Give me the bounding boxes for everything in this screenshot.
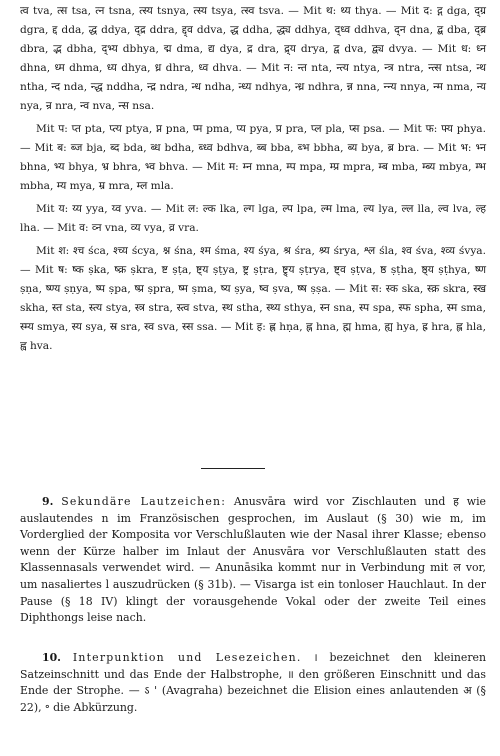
- section-divider: [201, 468, 265, 469]
- section-9-text: Anusvāra wird vor Zischlauten und ह wie auslautendes n im Französischen gesprochen, im Auslaut (§ 30) wie m, im Vorderglied der Komposita vor Verschlußlauten wie der Nasal ihrer Klasse; ebenso wenn der Kürze halber im Inlaut der Anusvāra vor Verschlußlauten statt des Klassennasals verwendet wird. — Anunāsika kommt nur in Verbindung mit ल vor, um nasaliertes l auszudrücken (§ 31b). — Visarga ist ein tonloser Hauchlaut. In der Pause (§ 18 IV) klingt der vorausgehende Vokal oder der zweite Teil eines Diphthongs leise nach.: [20, 495, 487, 625]
- section-10-paragraph: [20, 650, 486, 716]
- section-10-number: 10.: [42, 651, 61, 664]
- section-10: [20, 650, 486, 716]
- section-10-text: । bezeichnet den kleineren Satzeinschnitt und das Ende der Halbstrophe, ॥ den größeren Einschnitt und das Ende der Strophe. — ऽ ' (Avagraha) bezeichnet die Elision eines anlautenden अ (§ 22), ॰ die Abkürzung.: [20, 651, 486, 714]
- conjunct-paragraph-3: Mit य: य्य yya, य्व yva. — Mit ल: ल्क lka, ल्ग lga, ल्प lpa, ल्म lma, ल्य lya, ल्ल lla, ल्व lva, ल्ह lha. — Mit व: व्न vna, व्य vya, व्र vra.: [20, 203, 486, 234]
- section-9-paragraph: [20, 494, 486, 627]
- conjunct-list: [20, 2, 486, 360]
- section-9: [20, 494, 486, 627]
- section-10-heading: Interpunktion und Lesezeichen.: [72, 651, 302, 664]
- section-9-number: 9.: [42, 495, 54, 508]
- section-9-heading: Sekundäre Lautzeichen:: [61, 495, 227, 508]
- conjunct-paragraph-2: Mit प: प्त pta, प्त्य ptya, प्न pna, प्म pma, प्य pya, प्र pra, प्ल pla, प्स psa. — Mit फ: फ्य phya. — Mit ब: ब्ज bja, ब्द bda, ब्ध bdha, ब्ध्व bdhva, ब्ब bba, ब्भ bbha, ब्य bya, ब्र bra. — Mit भ: भ्न bhna, भ्य bhya, भ्र bhra, भ्व bhva. — Mit म: म्न mna, म्प mpa, म्प्र mpra, म्ब mba, म्ब्य mbya, म्भ mbha, म्य mya, म्र mra, म्ल mla.: [20, 123, 486, 192]
- conjunct-paragraph-1: त्व tva, त्स tsa, त्न tsna, त्स्य tsnya, त्स्य tsya, त्स्व tsva. — Mit थ: थ्य thya. — Mit द: द्ग dga, द्ग्र dgra, द्द dda, द्ध ddya, द्द्र ddra, द्द्व ddva, द्ध ddha, द्ध्य ddhya, द्ध्व ddhva, द्न dna, द्ब dba, द्ब्र dbra, द्भ dbha, द्भ्य dbhya, द्म dma, द्य dya, द्र dra, द्र्य drya, द्व dva, द्व्य dvya. — Mit ध: ध्न dhna, ध्म dhma, ध्य dhya, ध्र dhra, ध्व dhva. — Mit न: न्त nta, न्त्य ntya, न्त्र ntra, न्त्स ntsa, न्थ ntha, न्द nda, न्द्ध nddha, न्द्र ndra, न्ध ndha, न्ध्य ndhya, न्ध्र ndhra, न्न nna, न्न्य nnya, न्म nma, न्य nya, न्र nra, न्व nva, न्स nsa.: [20, 5, 486, 112]
- conjunct-paragraph-4: Mit श: श्च śca, श्च्य ścya, श्न śna, श्म śma, श्य śya, श्र śra, श्र्य śrya, श्ल śla, श्व śva, श्व्य śvya. — Mit ष: ष्क ṣka, ष्क्र ṣkra, ष्ट ṣṭa, ष्ट्य ṣṭya, ष्ट्र ṣṭra, ष्ट्र्य ṣṭrya, ष्ट्व ṣṭva, ष्ठ ṣṭha, ष्ठ्य ṣṭhya, ष्ण ṣṇa, ष्ण्य ṣṇya, ष्प ṣpa, ष्प्र ṣpra, ष्म ṣma, ष्य ṣya, ष्व ṣva, ष्ष ṣṣa. — Mit स: स्क ska, स्क्र skra, स्ख skha, स्त sta, स्त्य stya, स्त्र stra, स्त्व stva, स्थ stha, स्थ्य sthya, स्न sna, स्प spa, स्फ spha, स्म sma, स्म्य smya, स्य sya, स्र sra, स्व sva, स्स ssa. — Mit ह: ह्ण hṇa, ह्न hna, ह्म hma, ह्य hya, ह्र hra, ह्ल hla, ह्व hva.: [20, 245, 486, 352]
